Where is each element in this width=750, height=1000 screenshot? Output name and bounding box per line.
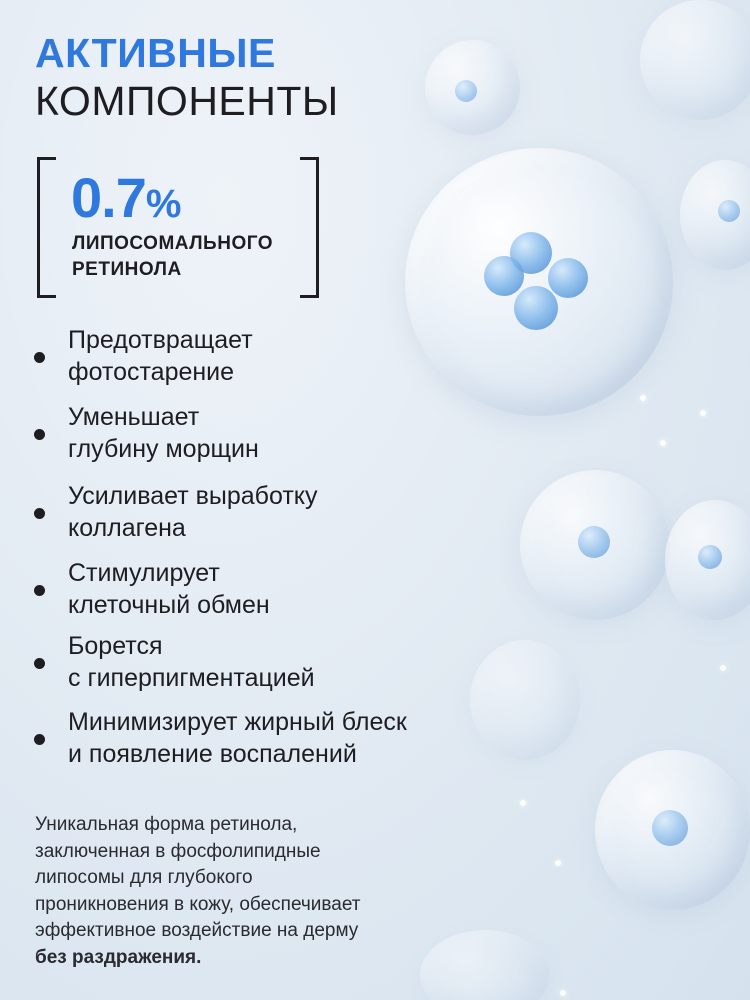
retinol-molecule-part <box>548 258 588 298</box>
liposome-bubble <box>470 640 580 760</box>
benefit-text: Борется с гиперпигментацией <box>68 632 315 692</box>
stat-number: 0.7 <box>71 166 146 229</box>
benefit-text: Минимизирует жирный блеск и появление воспалений <box>68 708 407 768</box>
liposome-core <box>698 545 722 569</box>
benefit-text: Усиливает выработку коллагена <box>68 482 318 542</box>
retinol-molecule-part <box>484 256 524 296</box>
bullet-icon <box>34 508 45 519</box>
description-emphasis: без раздражения. <box>35 946 202 968</box>
liposome-bubble <box>640 0 750 120</box>
stat-label: ЛИПОСОМАЛЬНОГО РЕТИНОЛА <box>72 233 274 280</box>
benefit-text: Уменьшает глубину морщин <box>68 403 259 463</box>
bullet-icon <box>34 585 45 596</box>
sparkle <box>555 860 561 866</box>
liposome-core <box>578 526 610 558</box>
stat-value <box>71 165 180 230</box>
left-bracket <box>37 157 56 298</box>
bullet-icon <box>34 658 45 669</box>
liposome-bubble-large <box>405 148 673 416</box>
retinol-molecule-part <box>514 286 558 330</box>
stat-unit: % <box>145 182 181 226</box>
sparkle <box>560 990 566 996</box>
liposome-core <box>718 200 740 222</box>
liposome-core <box>455 80 477 102</box>
sparkle <box>700 410 706 416</box>
sparkle <box>660 440 666 446</box>
right-bracket <box>300 157 319 298</box>
sparkle <box>640 395 646 401</box>
description <box>35 812 435 971</box>
liposome-bubble <box>680 160 750 270</box>
benefit-text: Стимулирует клеточный обмен <box>68 559 270 619</box>
bullet-icon <box>34 429 45 440</box>
bullet-icon <box>34 352 45 363</box>
description-text: Уникальная форма ретинола, заключенная в фосфолипидные липосомы для глубокого проникновения в кожу, обеспечивает эффективное воздействие на дерму <box>35 814 361 941</box>
sparkle <box>720 665 726 671</box>
title-accent: АКТИВНЫЕ <box>35 30 276 76</box>
benefit-text: Предотвращает фотостарение <box>68 326 253 386</box>
liposome-bubble <box>420 930 550 1000</box>
title-main: КОМПОНЕНТЫ <box>35 78 339 124</box>
bullet-icon <box>34 734 45 745</box>
liposome-core <box>652 810 688 846</box>
stat-block <box>37 157 319 292</box>
sparkle <box>520 800 526 806</box>
